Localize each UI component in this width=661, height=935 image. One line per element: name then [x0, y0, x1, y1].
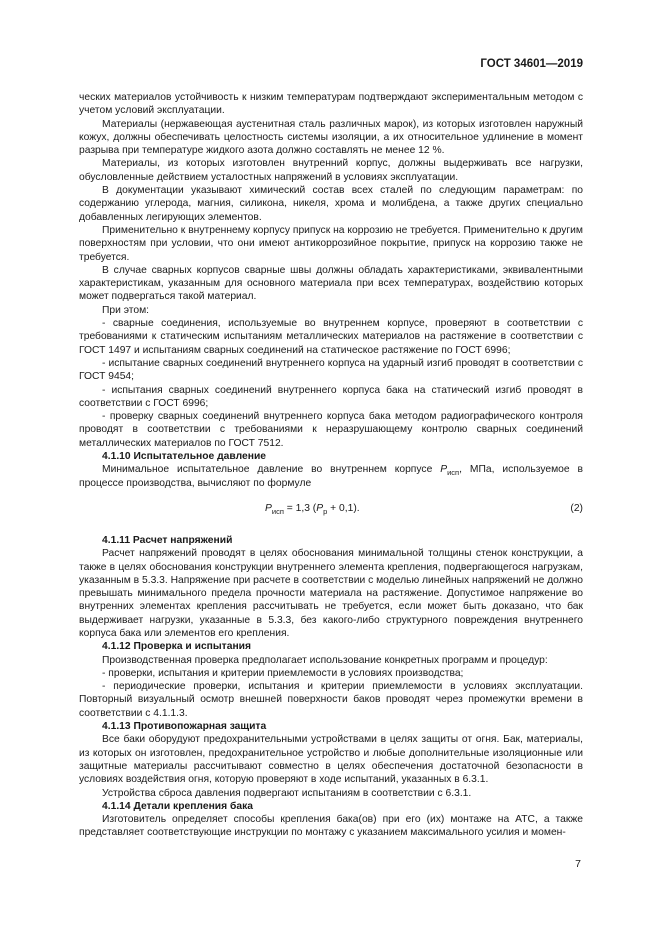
paragraph: В документации указывают химический состав всех сталей по следующим параметрам: по содержанию углерода, магния, силикона, никеля, хрома и молибдена, а также других специально добавленных легирующих элементов. — [79, 185, 583, 223]
formula-expression: $P_{исп} = 1,3$ $(P_р + 0,1)$. — [265, 502, 360, 516]
paragraph: Минимальное испытательное давление во внутреннем корпусе $P_{исп}$, МПа, используемое в процессе производства, вычисляют по формуле — [79, 464, 583, 489]
section-heading-4-1-10: 4.1.10 Испытательное давление — [102, 451, 267, 463]
section-heading-4-1-11: 4.1.11 Расчет напряжений — [102, 534, 233, 546]
formula — [79, 502, 583, 516]
paragraph: Производственная проверка предполагает использование конкретных программ и процедур: — [102, 654, 548, 666]
paragraph: Изготовитель определяет способы крепления бака(ов) при его (их) монтаже на АТС, а также представляет соответствующие инструкции по монтажу с указанием максимального усилия и момен- — [79, 814, 583, 839]
formula-number: (2) — [570, 502, 583, 514]
paragraph: ческих материалов устойчивость к низким температурам подтверждают экспериментальным методом с учетом условий эксплуатации. — [79, 92, 583, 117]
page-number: 7 — [575, 858, 581, 870]
list-item: - проверку сварных соединений внутреннего корпуса бака методом радиографического контроля проводят в соответствии с требованиями к неразрушающему контролю сварных соединений металлических материалов по ГОСТ 7512. — [79, 411, 583, 449]
paragraph: При этом: — [102, 304, 150, 316]
section-heading-4-1-13: 4.1.13 Противопожарная защита — [102, 721, 267, 733]
paragraph: Все баки оборудуют предохранительными устройствами в целях защиты от огня. Бак, материалы, из которых он изготовлен, предохранительное устройство и любые дополнительные изоляционные или защитные материалы рассчитывают совместно в целях обеспечения достаточной безопасности в условиях воздействия огня, которую проверяют в ходе испытаний, указанных в 6.3.1. — [79, 734, 583, 786]
list-item: - проверки, испытания и критерии приемлемости в условиях производства; — [102, 667, 464, 679]
list-item: - испытания сварных соединений внутреннего корпуса бака на статический изгиб проводят в соответствии с ГОСТ 6996; — [79, 384, 583, 409]
page-content — [79, 91, 583, 840]
paragraph: Устройства сброса давления подвергают испытаниям в соответствии с 6.3.1. — [102, 787, 472, 799]
paragraph: Материалы (нержавеющая аустенитная сталь различных марок), из которых изготовлен наружный кожух, должны обеспечивать целостность системы изоляции, а их относительное удлинение в момент разрыва при температуре жидкого азота должно составлять не менее 12 %. — [79, 118, 583, 157]
paragraph: Материалы, из которых изготовлен внутренний корпус, должны выдерживать все нагрузки, обусловленные действием усталостных напряжений в условиях эксплуатации. — [79, 158, 583, 183]
paragraph: Применительно к внутреннему корпусу припуск на коррозию не требуется. Применительно к другим поверхностям при условии, что они имеют антикоррозийное покрытие, припуск на коррозию также не требуется. — [79, 224, 583, 263]
paragraph: Расчет напряжений проводят в целях обоснования минимальной толщины стенок конструкции, а также в целях обоснования конструкции внутреннего элемента крепления, подвергающегося нагрузкам, указанным в 5.3.3. Напряжение при расчете в соответствии с моделью линейных напряжений не должно превышать минимального предела прочности материала на растяжение. Допустимое напряжение во внутренних элементах крепления рассчитывать не требуется, если может быть доказано, что бак выдерживает нагрузки, указанные в 5.3.3, без какого-либо структурного повреждения внутреннего корпуса бака или элементов его крепления. — [79, 548, 583, 639]
list-item: - испытание сварных соединений внутреннего корпуса на ударный изгиб проводят в соответствии с ГОСТ 9454; — [79, 357, 583, 383]
document-code: ГОСТ 34601—2019 — [480, 58, 583, 70]
section-heading-4-1-12: 4.1.12 Проверка и испытания — [102, 641, 252, 653]
section-heading-4-1-14: 4.1.14 Детали крепления бака — [102, 800, 253, 812]
paragraph: В случае сварных корпусов сварные швы должны обладать характеристиками, эквивалентными характеристикам, указанным для основного материала при всех температурах, воздействию которых может подвергаться такой материал. — [79, 264, 583, 303]
list-item: - сварные соединения, используемые во внутреннем корпусе, проверяют в соответствии с требованиями к статическим испытаниям металлических материалов на растяжение в соответствии с ГОСТ 1497 и испытаниям сварных соединений на статическое растяжение по ГОСТ 6996; — [79, 318, 583, 356]
list-item: - периодические проверки, испытания и критерии приемлемости в условиях эксплуатации. Повторный визуальный осмотр внешней поверхности баков проводят через промежутки времени в соответствии с 4.1.1.3. — [79, 681, 583, 719]
